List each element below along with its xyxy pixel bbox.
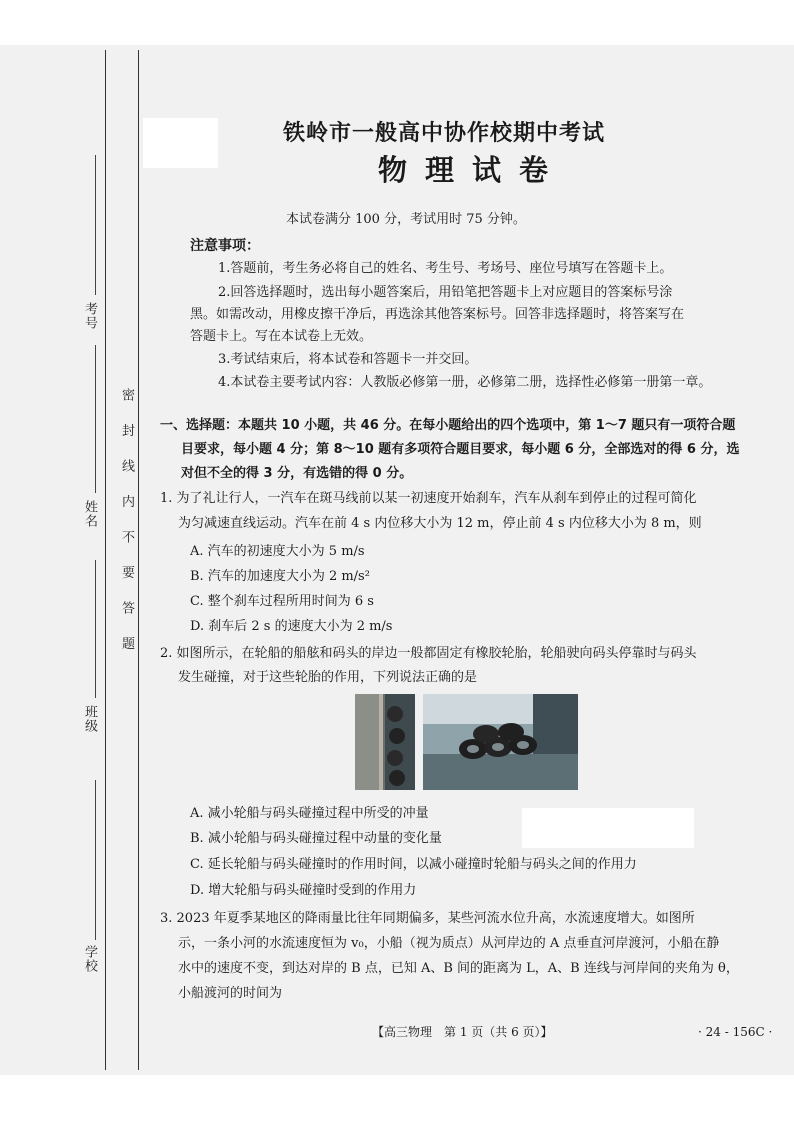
q3-stem: 水中的速度不变，到达对岸的 B 点，已知 A、B 间的距离为 L，A、B 连线与河岸间的夹角为 θ，	[178, 961, 739, 976]
school-field	[95, 780, 96, 940]
section-heading-line: 对但不全的得 3 分，有选错的得 0 分。	[181, 466, 413, 481]
seal-line-text: 密封线内不要答题	[119, 388, 134, 672]
redaction-box-middle	[522, 808, 694, 848]
name-field	[95, 345, 96, 493]
q3-stem: 小船渡河的时间为	[178, 986, 283, 1001]
binding-line-outer	[105, 50, 106, 1070]
q2-stem: 发生碰撞，对于这些轮胎的作用，下列说法正确的是	[178, 670, 478, 685]
notes-line: 黑。如需改动，用橡皮擦干净后，再选涂其他答案标号。回答非选择题时，将答案写在	[190, 307, 685, 322]
q1-stem: 1. 为了礼让行人，一汽车在斑马线前以某一初速度开始刹车，汽车从刹车到停止的过程可简化	[160, 491, 697, 506]
subject-title: 物理试卷	[378, 153, 567, 187]
q2-option-b: B. 减小轮船与码头碰撞过程中动量的变化量	[190, 831, 442, 846]
notes-line: 1.答题前，考生务必将自己的姓名、考生号、考场号、座位号填写在答题卡上。	[218, 261, 673, 276]
q1-option-c: C. 整个刹车过程所用时间为 6 s	[190, 594, 374, 609]
redaction-box-top	[143, 118, 218, 168]
section-heading-line: 目要求，每小题 4 分；第 8～10 题有多项符合题目要求，每小题 6 分，全部选对的得 6 分，选	[181, 442, 740, 457]
notes-line: 3.考试结束后，将本试卷和答题卡一并交回。	[218, 352, 478, 367]
exam-title: 铁岭市一般高中协作校期中考试	[283, 121, 606, 146]
page-footer: 【高三物理 第 1 页（共 6 页）】	[372, 1025, 553, 1039]
q2-option-a: A. 减小轮船与码头碰撞过程中所受的冲量	[190, 806, 429, 821]
paper-code: · 24 - 156C ·	[698, 1025, 773, 1039]
notes-line: 答题卡上。写在本试卷上无效。	[190, 329, 373, 344]
q1-option-b: B. 汽车的加速度大小为 2 m/s²	[190, 569, 370, 584]
q1-stem: 为匀减速直线运动。汽车在前 4 s 内位移大小为 12 m，停止前 4 s 内位移大小为 8 m，则	[178, 516, 702, 531]
exam-number-label: 考号	[82, 302, 97, 330]
q2-stem: 2. 如图所示，在轮船的船舷和码头的岸边一般都固定有橡胶轮胎，轮船驶向码头停靠时与码头	[160, 646, 697, 661]
q3-stem: 3. 2023 年夏季某地区的降雨量比往年同期偏多，某些河流水位升高，水流速度增大。如图所	[160, 911, 695, 926]
notes-line: 4.本试卷主要考试内容：人教版必修第一册，必修第二册，选择性必修第一册第一章。	[218, 375, 712, 390]
q2-option-c: C. 延长轮船与码头碰撞时的作用时间，以减小碰撞时轮船与码头之间的作用力	[190, 857, 637, 872]
class-label: 班级	[82, 705, 97, 733]
notes-heading: 注意事项：	[190, 238, 260, 254]
ship-tire-photo-right	[423, 694, 578, 790]
q1-option-d: D. 刹车后 2 s 的速度大小为 2 m/s	[190, 619, 393, 634]
class-field	[95, 560, 96, 698]
exam-number-field	[95, 155, 96, 295]
binding-line-inner	[138, 50, 139, 1070]
section-heading: 一、选择题：本题共 10 小题，共 46 分。在每小题给出的四个选项中，第 1～7 题只有一项符合题	[160, 418, 736, 433]
q2-option-d: D. 增大轮船与码头碰撞时受到的作用力	[190, 883, 417, 898]
name-label: 姓名	[82, 500, 97, 528]
q1-option-a: A. 汽车的初速度大小为 5 m/s	[190, 544, 365, 559]
exam-info: 本试卷满分 100 分，考试用时 75 分钟。	[286, 212, 526, 227]
notes-line: 2.回答选择题时，选出每小题答案后，用铅笔把答题卡上对应题目的答案标号涂	[218, 285, 673, 300]
q3-stem: 示，一条小河的水流速度恒为 v₀，小船（视为质点）从河岸边的 A 点垂直河岸渡河，小船在静	[178, 936, 720, 951]
ship-tire-photo-left	[355, 694, 415, 790]
school-label: 学校	[82, 945, 97, 973]
